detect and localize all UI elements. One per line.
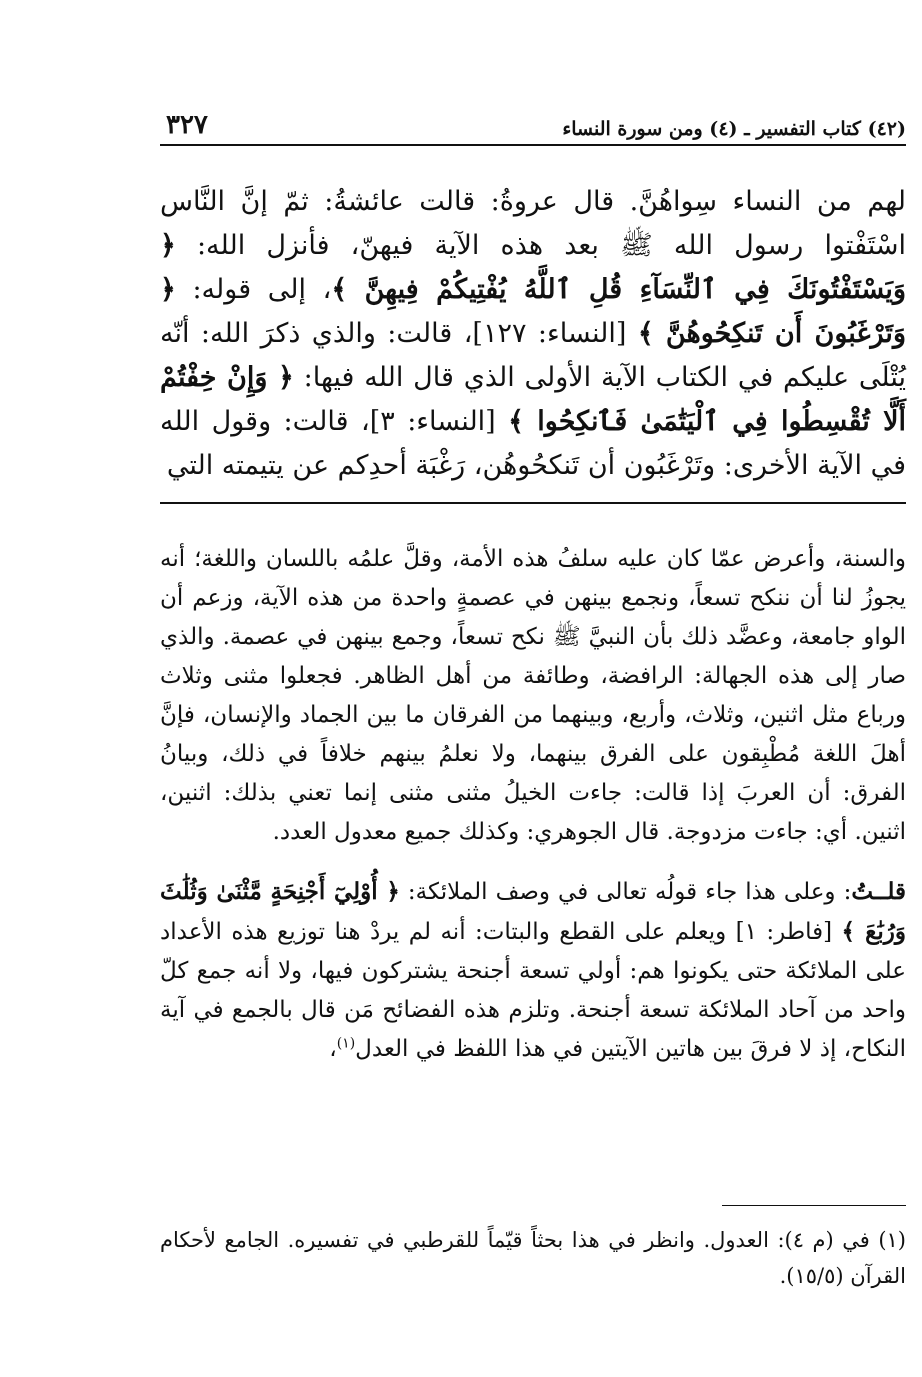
main-text xyxy=(160,180,906,488)
page-number: ٣٢٧ xyxy=(166,110,208,140)
commentary-segment: [فاطر: ١] ويعلم على القطع والبتات: أنه لم يردْ هنا توزيع هذه الأعداد على الملائكة حتى يكونوا هم: أولي تسعة أجنحة يشتركون فيها، ولا أنه جمع كلّ واحد من آحاد الملائكة تسعة أجنحة. وتلزم هذه الفضائح مَن قال بالجمع في آية النكاح، إذ لا فرقَ بين هاتين الآيتين في هذا اللفظ في العدل xyxy=(160,919,906,1062)
main-text-segment: [النساء: ١٢٧]، قالت: والذي ذكرَ الله: أنّه يُتْلَى عليكم في الكتاب الآية الأولى الذي قال الله فيها: xyxy=(160,318,906,393)
quran-verse: ﴿ وَتَرْغَبُونَ أَن تَنكِحُوهُنَّ ﴾ xyxy=(160,274,906,349)
commentary-segment: : وعلى هذا جاء قولُه تعالى في وصف الملائكة: xyxy=(399,879,852,905)
main-text-segment: [النساء: ٣]، قالت: وقول الله في الآية الأخرى: وتَرْغَبُون أن تَنكحُوهُن، رَغْبَة أحدِكم عن يتيمته التي xyxy=(160,406,906,481)
main-separator xyxy=(160,502,906,504)
commentary-paragraph: والسنة، وأعرض عمّا كان عليه سلفُ هذه الأمة، وقلَّ علمُه باللسان واللغة؛ أنه يجوزُ لنا أن ننكح تسعاً، ونجمع بينهن في عصمةٍ واحدة من هذه الآية، وزعم أن الواو جامعة، وعضَّد ذلك بأن النبيَّ ﷺ نكح تسعاً، وجمع بينهن في عصمة. والذي صار إلى هذه الجهالة: الرافضة، وطائفة من أهل الظاهر. فجعلوا مثنى وثلاث ورباع مثل اثنين، وثلاث، وأربع، وبينهما من الفرقان ما بين الجماد والإنسان، فإنَّ أهلَ اللغة مُطْبِقون على الفرق بينهما، ولا نعلمُ بينهم خلافاً في ذلك، وبيانُ الفرق: أن العربَ إذا قالت: جاءت الخيلُ مثنى مثنى إنما تعني بذلك: اثنين، اثنين. أي: جاءت مزدوجة. قال الجوهري: وكذلك جميع معدول العدد. xyxy=(160,546,906,845)
main-text-segment: لهم من النساء سِواهُنَّ. قال عروةُ: قالت عائشةُ: ثمّ إنَّ النَّاس اسْتَفْتوا رسول الله ﷺ بعد هذه الآية فيهنّ، فأنزل الله: xyxy=(160,186,906,261)
commentary-paragraph xyxy=(160,872,906,1069)
running-header xyxy=(160,110,906,146)
commentary-text xyxy=(160,540,906,1069)
footnote-reference: (١) xyxy=(336,1035,356,1052)
quran-verse: ﴿ وَيَسْتَفْتُونَكَ فِي ٱلنِّسَآءِ قُلِ ٱللَّهُ يُفْتِيكُمْ فِيهِنَّ ﴾ xyxy=(160,230,906,305)
main-paragraph xyxy=(160,180,906,488)
footnote-text: (١) في (م ٤): العدول. وانظر في هذا بحثاً قيّماً للقرطبي في تفسيره. الجامع لأحكام القرآن (١٥/٥). xyxy=(160,1228,906,1288)
footnote xyxy=(160,1222,906,1294)
quran-verse: ﴿ وَإِنْ خِفْتُمْ أَلَّا تُقْسِطُوا فِي ٱلْيَتَٰمَىٰ فَٱنكِحُوا ﴾ xyxy=(160,362,906,437)
quran-verse: ﴿ أُوْلِيٓ أَجْنِحَةٍ مَّثْنَىٰ وَثُلَٰثَ وَرُبَٰعَ ﴾ xyxy=(160,878,906,945)
main-text-segment: ، إلى قوله: xyxy=(175,274,332,305)
header-title: (٤٢) كتاب التفسير ـ (٤) ومن سورة النساء xyxy=(562,118,906,140)
commentary-segment: ، xyxy=(329,1036,337,1062)
footnote-separator xyxy=(722,1205,906,1206)
qult-label: قلــتُ xyxy=(851,878,906,905)
